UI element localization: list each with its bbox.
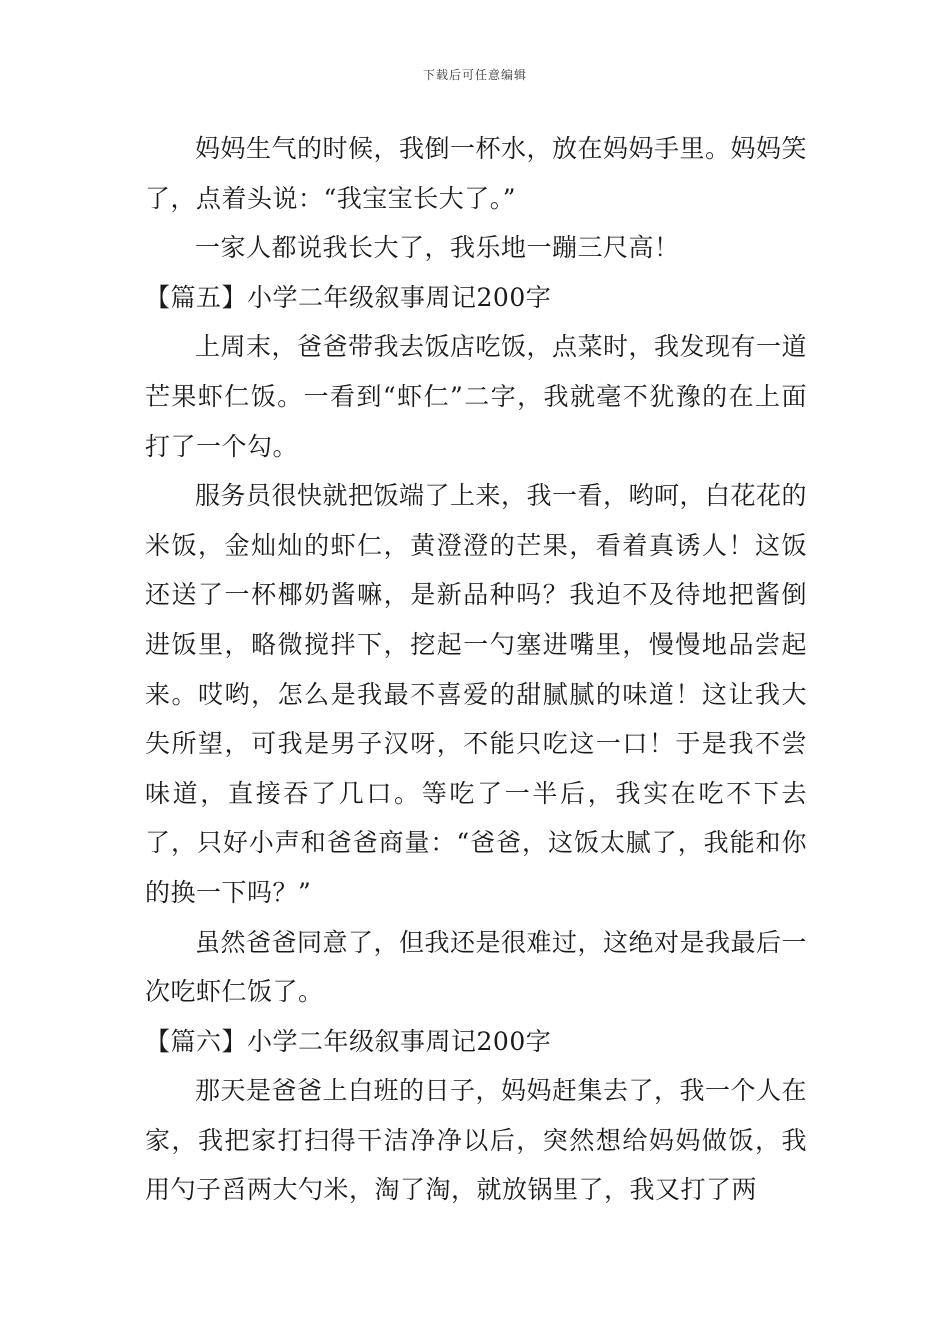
paragraph-shrimp-rice: 服务员很快就把饭端了上来，我一看，哟呵，白花花的米饭，金灿灿的虾仁，黄澄澄的芒果，看着真诱人！这饭还送了一杯椰奶酱嘛，是新品种吗？我迫不及待地把酱倒进饭里，略微搅拌下，挖起一勺塞进嘴里，慢慢地品尝起来。哎哟，怎么是我最不喜爱的甜腻腻的味道！这让我大失所望，可我是男子汉呀，不能只吃这一口！于是我不尝味道，直接吞了几口。等吃了一半后，我实在吃不下去了，只好小声和爸爸商量：“爸爸，这饭太腻了，我能和你的换一下吗？” xyxy=(145,481,808,907)
page-header-note: 下载后可任意编辑 xyxy=(422,68,527,82)
paragraph-restaurant-order: 上周末，爸爸带我去饭店吃饭，点菜时，我发现有一道芒果虾仁饭。一看到“虾仁”二字，我就毫不犹豫的在上面打了一个勾。 xyxy=(145,332,808,461)
section-heading-part-five: 【篇五】小学二年级叙事周记200字 xyxy=(145,282,552,312)
section-heading-part-six: 【篇六】小学二年级叙事周记200字 xyxy=(145,1026,552,1056)
paragraph-mom-water: 妈妈生气的时候，我倒一杯水，放在妈妈手里。妈妈笑了，点着头说：“我宝宝长大了。” xyxy=(145,134,808,213)
paragraph-cooking-alone: 那天是爸爸上白班的日子，妈妈赶集去了，我一个人在家，我把家打扫得干洁净净以后，突然想给妈妈做饭，我用勺子舀两大勺米，淘了淘，就放锅里了，我又打了两 xyxy=(145,1076,808,1205)
paragraph-last-time: 虽然爸爸同意了，但我还是很难过，这绝对是我最后一次吃虾仁饭了。 xyxy=(145,927,808,1007)
paragraph-family-praise: 一家人都说我长大了，我乐地一蹦三尺高！ xyxy=(195,233,680,263)
document-body xyxy=(145,124,807,1215)
